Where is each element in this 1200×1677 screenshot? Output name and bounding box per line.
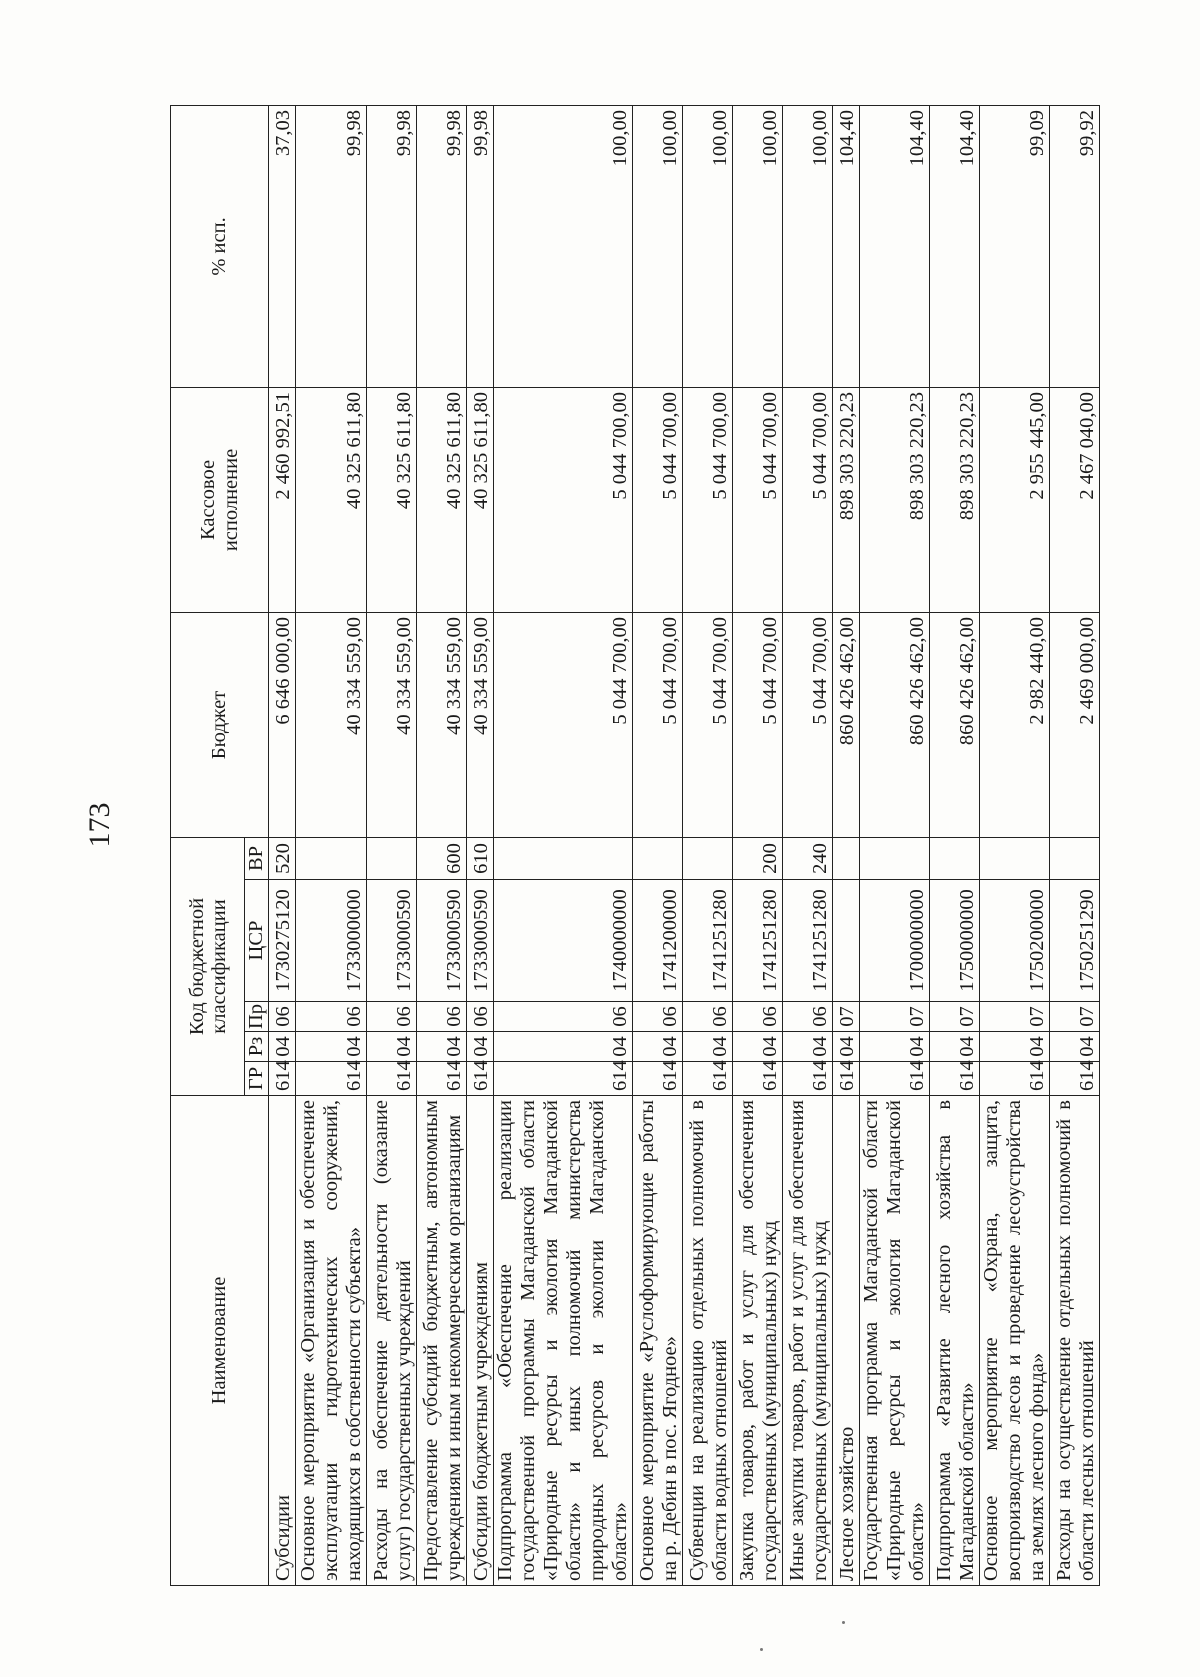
row-csr: 1750000000 bbox=[930, 880, 980, 1002]
row-name: Субсидии бюджетным учреждениям bbox=[467, 1096, 494, 1586]
row-pr: 07 bbox=[860, 1002, 930, 1032]
row-csr: 1733000590 bbox=[367, 880, 417, 1002]
row-pr: 07 bbox=[1050, 1002, 1100, 1032]
row-pr: 06 bbox=[683, 1002, 733, 1032]
row-budget: 5 044 700,00 bbox=[783, 612, 833, 837]
table-row bbox=[860, 105, 930, 1585]
scan-speck bbox=[842, 1621, 845, 1624]
row-percent: 99,98 bbox=[296, 105, 367, 387]
header-csr: ЦСР bbox=[245, 880, 269, 1002]
table-row bbox=[733, 105, 783, 1585]
page-number: 173 bbox=[83, 802, 116, 848]
row-budget: 6 646 000,00 bbox=[269, 612, 296, 837]
row-budget: 40 334 559,00 bbox=[417, 612, 467, 837]
row-gr: 614 bbox=[1050, 1062, 1100, 1096]
table-row bbox=[367, 105, 417, 1585]
row-gr: 614 bbox=[467, 1062, 494, 1096]
row-rz: 04 bbox=[860, 1032, 930, 1062]
row-execution: 5 044 700,00 bbox=[733, 387, 783, 612]
row-pr: 06 bbox=[783, 1002, 833, 1032]
table-row bbox=[930, 105, 980, 1585]
row-csr: 1750251290 bbox=[1050, 880, 1100, 1002]
row-csr: 1741251280 bbox=[683, 880, 733, 1002]
row-csr: 1740000000 bbox=[494, 880, 633, 1002]
table-row bbox=[417, 105, 467, 1585]
row-name: Субвенции на реализацию отдельных полномочий в области водных отношений bbox=[683, 1096, 733, 1586]
row-csr: 1750200000 bbox=[980, 880, 1050, 1002]
row-pr: 06 bbox=[467, 1002, 494, 1032]
row-pr: 06 bbox=[367, 1002, 417, 1032]
row-gr: 614 bbox=[633, 1062, 683, 1096]
row-name: Закупка товаров, работ и услуг для обеспечения государственных (муниципальных) нужд bbox=[733, 1096, 783, 1586]
row-execution: 5 044 700,00 bbox=[783, 387, 833, 612]
table-row bbox=[494, 105, 633, 1585]
header-execution: Кассовое исполнение bbox=[171, 387, 269, 612]
header-gr: ГР bbox=[245, 1062, 269, 1096]
row-name: Основное мероприятие «Руслоформирующие работы на р. Дебин в пос. Ягодное» bbox=[633, 1096, 683, 1586]
table-row bbox=[296, 105, 367, 1585]
table-row bbox=[1050, 105, 1100, 1585]
row-csr: 1733000000 bbox=[296, 880, 367, 1002]
row-budget: 5 044 700,00 bbox=[683, 612, 733, 837]
row-budget: 5 044 700,00 bbox=[733, 612, 783, 837]
row-budget: 40 334 559,00 bbox=[367, 612, 417, 837]
row-gr: 614 bbox=[783, 1062, 833, 1096]
row-gr: 614 bbox=[367, 1062, 417, 1096]
row-vr bbox=[683, 837, 733, 879]
row-pr: 06 bbox=[269, 1002, 296, 1032]
row-rz: 04 bbox=[633, 1032, 683, 1062]
row-gr: 614 bbox=[296, 1062, 367, 1096]
row-pr: 06 bbox=[296, 1002, 367, 1032]
rotated-table-page bbox=[170, 106, 1098, 1586]
row-execution: 2 460 992,51 bbox=[269, 387, 296, 612]
row-vr: 200 bbox=[733, 837, 783, 879]
table-row bbox=[833, 105, 860, 1585]
row-rz: 04 bbox=[1050, 1032, 1100, 1062]
row-percent: 104,40 bbox=[860, 105, 930, 387]
row-name: Расходы на осуществление отдельных полномочий в области лесных отношений bbox=[1050, 1096, 1100, 1586]
row-percent: 99,92 bbox=[1050, 105, 1100, 387]
row-budget: 40 334 559,00 bbox=[296, 612, 367, 837]
row-percent: 99,09 bbox=[980, 105, 1050, 387]
row-pr: 06 bbox=[417, 1002, 467, 1032]
row-gr: 614 bbox=[269, 1062, 296, 1096]
row-pr: 07 bbox=[980, 1002, 1050, 1032]
row-csr: 1741200000 bbox=[633, 880, 683, 1002]
row-execution: 40 325 611,80 bbox=[467, 387, 494, 612]
row-gr: 614 bbox=[494, 1062, 633, 1096]
row-rz: 04 bbox=[930, 1032, 980, 1062]
header-pr: Пр bbox=[245, 1002, 269, 1032]
row-rz: 04 bbox=[296, 1032, 367, 1062]
row-execution: 2 955 445,00 bbox=[980, 387, 1050, 612]
row-name: Расходы на обеспечение деятельности (оказание услуг) государственных учреждений bbox=[367, 1096, 417, 1586]
row-gr: 614 bbox=[980, 1062, 1050, 1096]
row-rz: 04 bbox=[417, 1032, 467, 1062]
row-execution: 5 044 700,00 bbox=[633, 387, 683, 612]
row-pr: 07 bbox=[930, 1002, 980, 1032]
header-name: Наименование bbox=[171, 1096, 269, 1586]
row-rz: 04 bbox=[467, 1032, 494, 1062]
row-vr bbox=[1050, 837, 1100, 879]
row-budget: 40 334 559,00 bbox=[467, 612, 494, 837]
row-gr: 614 bbox=[733, 1062, 783, 1096]
row-budget: 5 044 700,00 bbox=[633, 612, 683, 837]
row-vr bbox=[367, 837, 417, 879]
row-rz: 04 bbox=[269, 1032, 296, 1062]
row-name: Иные закупки товаров, работ и услуг для обеспечения государственных (муниципальных) нужд bbox=[783, 1096, 833, 1586]
row-percent: 99,98 bbox=[467, 105, 494, 387]
row-budget: 860 426 462,00 bbox=[860, 612, 930, 837]
row-rz: 04 bbox=[733, 1032, 783, 1062]
row-vr: 520 bbox=[269, 837, 296, 879]
row-percent: 100,00 bbox=[733, 105, 783, 387]
row-vr bbox=[930, 837, 980, 879]
row-rz: 04 bbox=[367, 1032, 417, 1062]
row-gr: 614 bbox=[683, 1062, 733, 1096]
table-row bbox=[980, 105, 1050, 1585]
table-row bbox=[683, 105, 733, 1585]
header-percent: % исп. bbox=[171, 105, 269, 387]
row-csr: 1730275120 bbox=[269, 880, 296, 1002]
table-row bbox=[783, 105, 833, 1585]
row-pr: 06 bbox=[733, 1002, 783, 1032]
header-code-group: Код бюджетной классификации bbox=[171, 837, 245, 1095]
row-execution: 898 303 220,23 bbox=[860, 387, 930, 612]
row-vr: 240 bbox=[783, 837, 833, 879]
row-gr: 614 bbox=[417, 1062, 467, 1096]
budget-execution-table bbox=[170, 105, 1100, 1586]
row-execution: 5 044 700,00 bbox=[494, 387, 633, 612]
row-rz: 04 bbox=[494, 1032, 633, 1062]
row-percent: 100,00 bbox=[633, 105, 683, 387]
header-vr: ВР bbox=[245, 837, 269, 879]
row-percent: 104,40 bbox=[833, 105, 860, 387]
row-csr: 1700000000 bbox=[860, 880, 930, 1002]
row-vr bbox=[860, 837, 930, 879]
row-vr: 610 bbox=[467, 837, 494, 879]
row-execution: 40 325 611,80 bbox=[367, 387, 417, 612]
row-percent: 37,03 bbox=[269, 105, 296, 387]
table-row bbox=[467, 105, 494, 1585]
row-csr: 1741251280 bbox=[733, 880, 783, 1002]
row-budget: 2 469 000,00 bbox=[1050, 612, 1100, 837]
row-rz: 04 bbox=[833, 1032, 860, 1062]
row-vr bbox=[833, 837, 860, 879]
row-csr bbox=[833, 880, 860, 1002]
row-name: Государственная программа Магаданской области «Природные ресурсы и экология Магаданской области» bbox=[860, 1096, 930, 1586]
row-vr bbox=[980, 837, 1050, 879]
row-csr: 1733000590 bbox=[417, 880, 467, 1002]
header-budget: Бюджет bbox=[171, 612, 269, 837]
row-name: Субсидии bbox=[269, 1096, 296, 1586]
row-percent: 100,00 bbox=[494, 105, 633, 387]
row-name: Основное мероприятие «Организация и обеспечение эксплуатации гидротехнических сооружений, находящихся в собственности субъекта» bbox=[296, 1096, 367, 1586]
row-vr: 600 bbox=[417, 837, 467, 879]
row-budget: 5 044 700,00 bbox=[494, 612, 633, 837]
row-pr: 06 bbox=[633, 1002, 683, 1032]
row-name: Лесное хозяйство bbox=[833, 1096, 860, 1586]
row-percent: 100,00 bbox=[683, 105, 733, 387]
row-execution: 898 303 220,23 bbox=[930, 387, 980, 612]
header-rz: Рз bbox=[245, 1032, 269, 1062]
row-pr: 07 bbox=[833, 1002, 860, 1032]
header-row bbox=[171, 105, 245, 1585]
row-rz: 04 bbox=[683, 1032, 733, 1062]
row-name: Подпрограмма «Развитие лесного хозяйства в Магаданской области» bbox=[930, 1096, 980, 1586]
row-vr bbox=[296, 837, 367, 879]
row-percent: 100,00 bbox=[783, 105, 833, 387]
row-percent: 99,98 bbox=[367, 105, 417, 387]
table-row bbox=[269, 105, 296, 1585]
row-execution: 898 303 220,23 bbox=[833, 387, 860, 612]
row-name: Предоставление субсидий бюджетным, автономным учреждениям и иным некоммерческим организациям bbox=[417, 1096, 467, 1586]
scan-speck bbox=[760, 1648, 763, 1651]
row-csr: 1733000590 bbox=[467, 880, 494, 1002]
row-percent: 104,40 bbox=[930, 105, 980, 387]
row-gr: 614 bbox=[930, 1062, 980, 1096]
row-budget: 860 426 462,00 bbox=[930, 612, 980, 837]
row-execution: 2 467 040,00 bbox=[1050, 387, 1100, 612]
row-percent: 99,98 bbox=[417, 105, 467, 387]
row-name: Основное мероприятие «Охрана, защита, воспроизводство лесов и проведение лесоустройства на землях лесного фонда» bbox=[980, 1096, 1050, 1586]
row-execution: 5 044 700,00 bbox=[683, 387, 733, 612]
row-name: Подпрограмма «Обеспечение реализации государственной программы Магаданской области «Природные ресурсы и экология Магаданской области» и иных полномочий министерства природных ресурсов и экологии Магаданской области» bbox=[494, 1096, 633, 1586]
row-execution: 40 325 611,80 bbox=[417, 387, 467, 612]
row-execution: 40 325 611,80 bbox=[296, 387, 367, 612]
row-rz: 04 bbox=[980, 1032, 1050, 1062]
row-gr: 614 bbox=[833, 1062, 860, 1096]
row-vr bbox=[494, 837, 633, 879]
row-budget: 860 426 462,00 bbox=[833, 612, 860, 837]
row-csr: 1741251280 bbox=[783, 880, 833, 1002]
row-vr bbox=[633, 837, 683, 879]
row-pr: 06 bbox=[494, 1002, 633, 1032]
row-budget: 2 982 440,00 bbox=[980, 612, 1050, 837]
table-row bbox=[633, 105, 683, 1585]
row-rz: 04 bbox=[783, 1032, 833, 1062]
row-gr: 614 bbox=[860, 1062, 930, 1096]
